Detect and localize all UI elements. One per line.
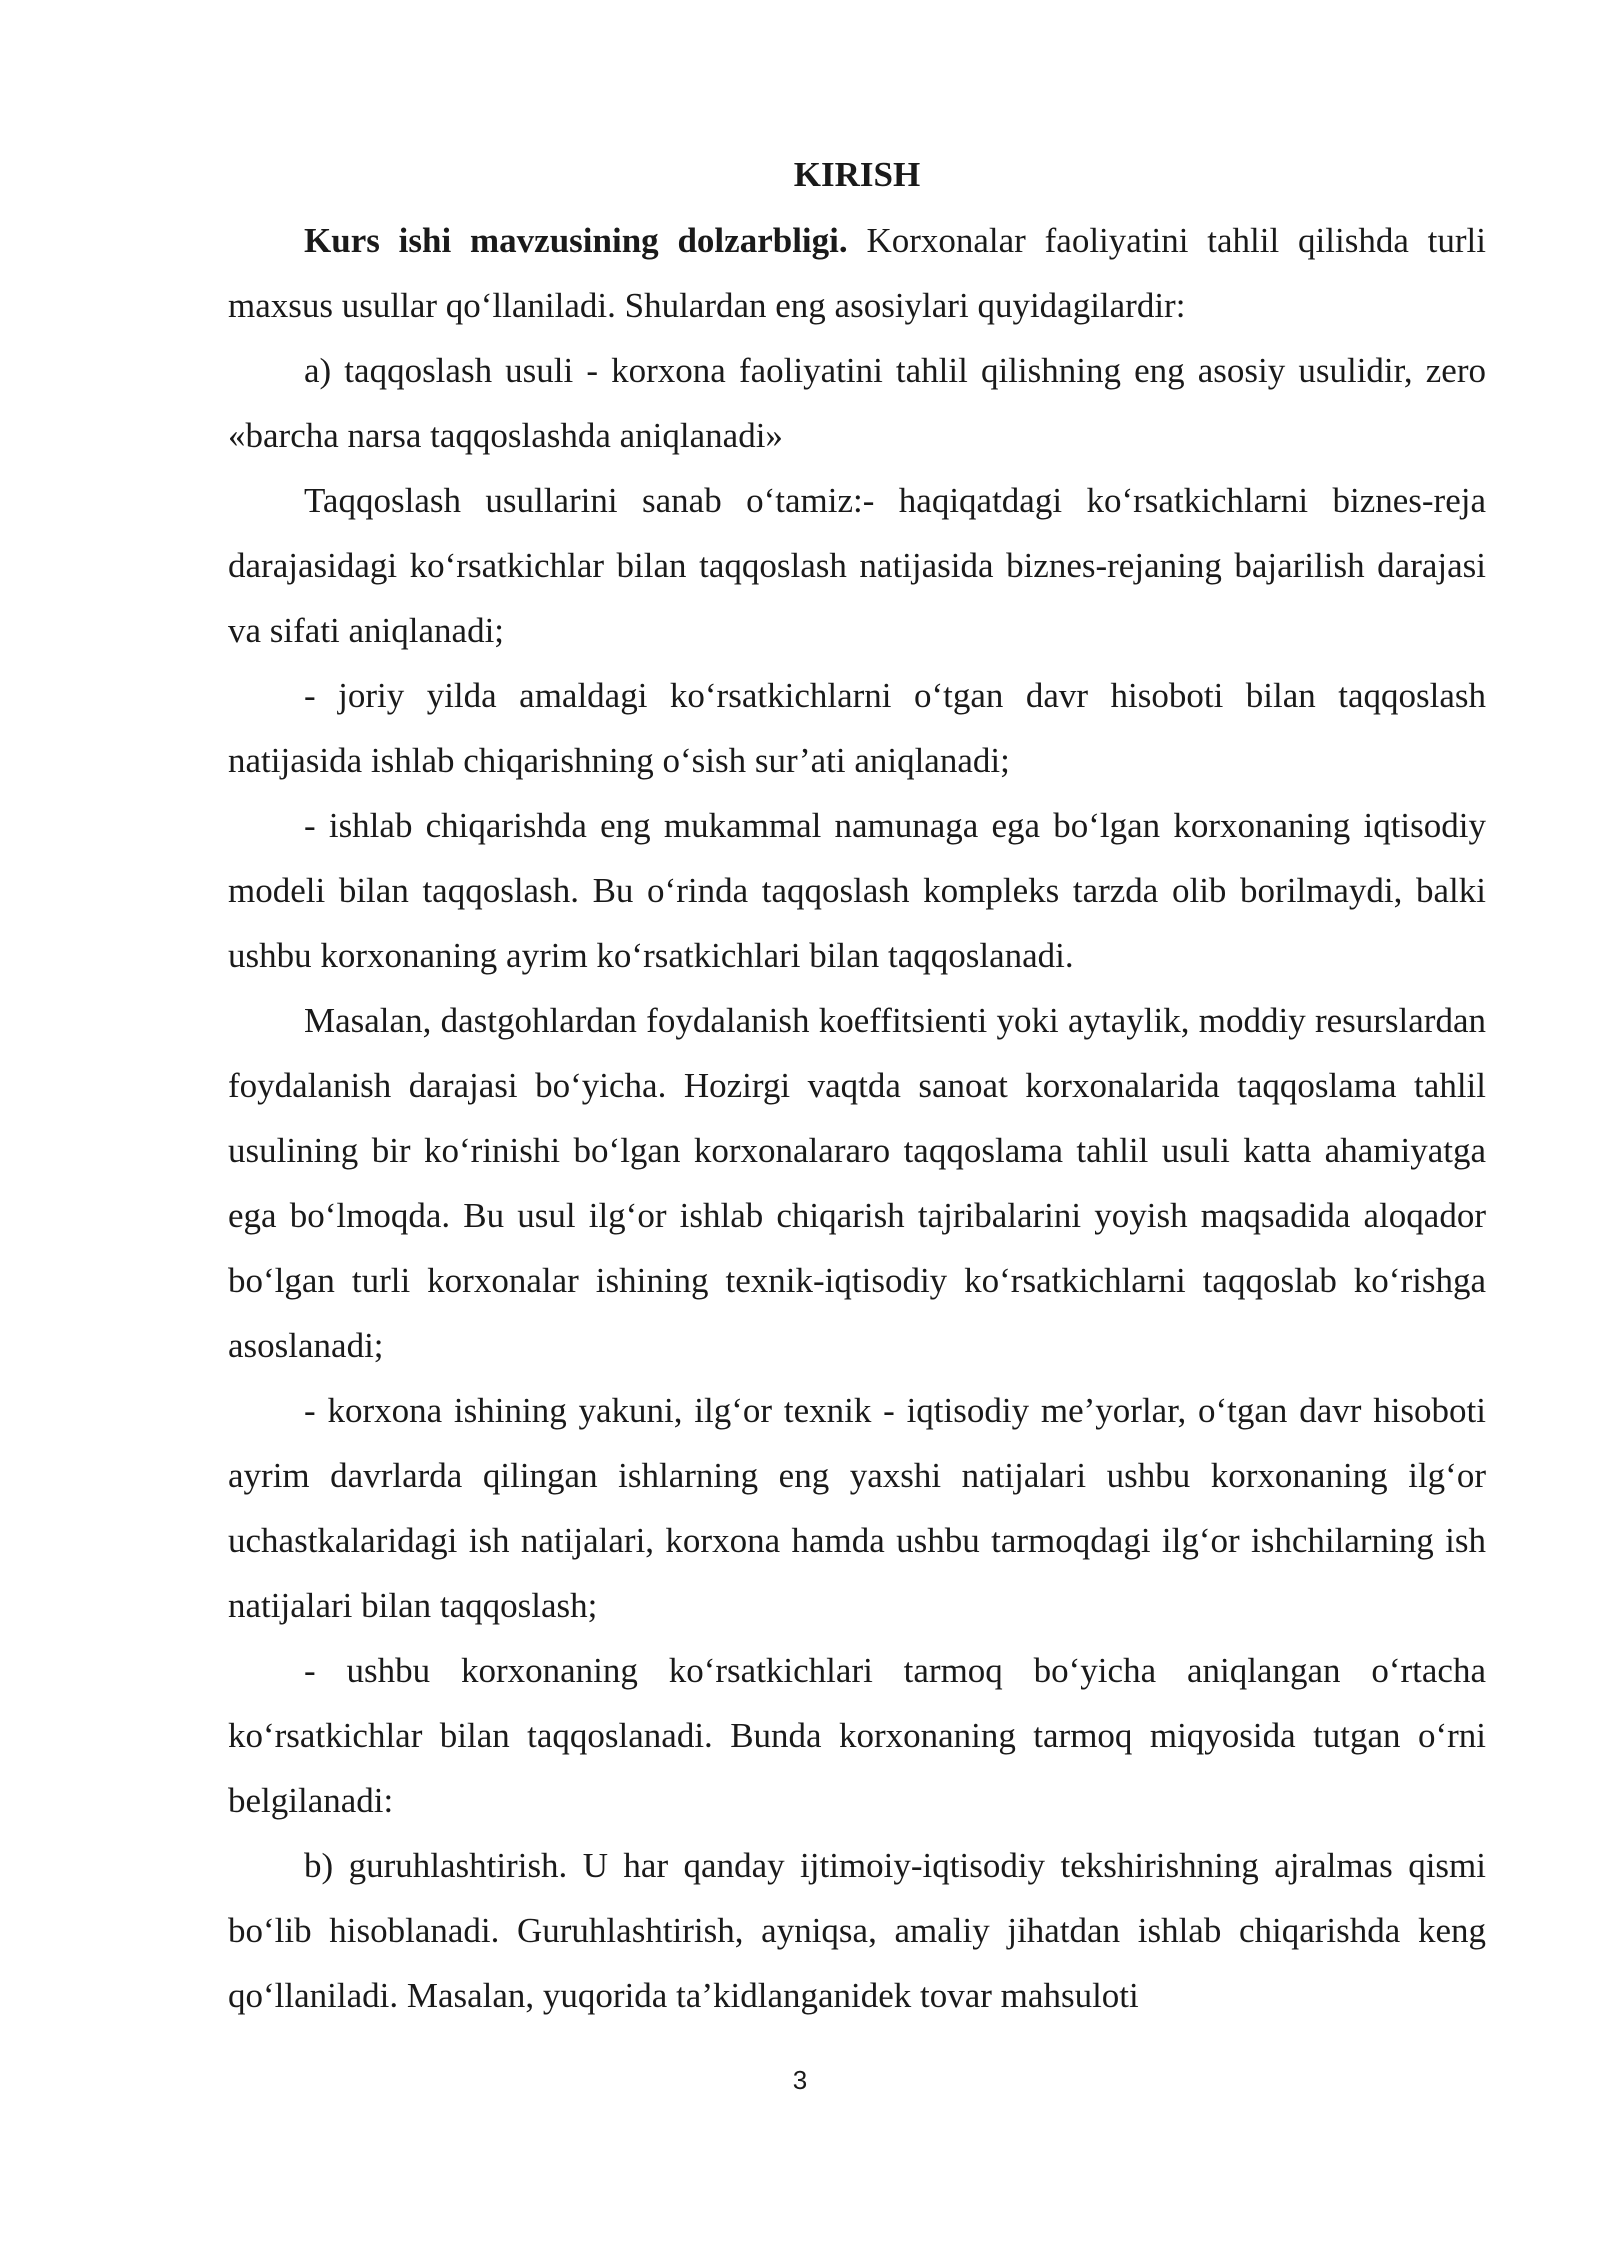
section-heading: KIRISH [793,155,921,194]
paragraph-relevance [228,208,1486,338]
paragraph-industry-average: - ushbu korxonaning ko‘rsatkichlari tarmoq bo‘yicha aniqlangan o‘rtacha ko‘rsatkichlar bilan taqqoslanadi. Bunda korxonaning tarmoq miqyosida tutgan o‘rni belgilanadi: [228,1651,1486,1820]
paragraph-model-enterprise: - ishlab chiqarishda eng mukammal namunaga ega bo‘lgan korxonaning iqtisodiy modeli bilan taqqoslash. Bu o‘rinda taqqoslash kompleks tarzda olib borilmaydi, balki ushbu korxonaning ayrim ko‘rsatkichlari bilan taqqoslanadi. [228,806,1486,975]
body-text [228,208,1486,2028]
paragraph-lead: Kurs ishi mavzusining dolzarbligi. [304,221,848,260]
paragraph-current-year: - joriy yilda amaldagi ko‘rsatkichlarni o‘tgan davr hisoboti bilan taqqoslash natijasida ishlab chiqarishning o‘sish sur’ati aniqlanadi; [228,676,1486,780]
paragraph-example: Masalan, dastgohlardan foydalanish koeffitsienti yoki aytaylik, moddiy resurslardan foydalanish darajasi bo‘yicha. Hozirgi vaqtda sanoat korxonalarida taqqoslama tahlil usulining bir ko‘rinishi bo‘lgan korxonalararo taqqoslama tahlil usuli katta ahamiyatga ega bo‘lmoqda. Bu usul ilg‘or ishlab chiqarish tajribalarini yoyish maqsadida aloqador bo‘lgan turli korxonalar ishining texnik-iqtisodiy ko‘rsatkichlarni taqqoslab ko‘rishga asoslanadi; [228,1001,1486,1365]
paragraph-comparison-list: Taqqoslash usullarini sanab o‘tamiz:- haqiqatdagi ko‘rsatkichlarni biznes-reja darajasidagi ko‘rsatkichlar bilan taqqoslash natijasida biznes-rejaning bajarilish darajasi va sifati aniqlanadi; [228,481,1486,650]
paragraph-comparison-method: a) taqqoslash usuli - korxona faoliyatini tahlil qilishning eng asosiy usulidir, zero «barcha narsa taqqoslashda aniqlanadi» [228,351,1486,455]
page-number: 3 [792,2065,808,2095]
paragraph-grouping: b) guruhlashtirish. U har qanday ijtimoiy-iqtisodiy tekshirishning ajralmas qismi bo‘lib hisoblanadi. Guruhlashtirish, ayniqsa, amaliy jihatdan ishlab chiqarishda keng qo‘llaniladi. Masalan, yuqorida ta’kidlanganidek tovar mahsuloti [228,1846,1486,2015]
paragraph-text: Korxonalar faoliyatini tahlil qilishda turli maxsus usullar qo‘llaniladi. Shulardan eng asosiylari quyidagilardir: [228,221,1486,325]
paragraph-enterprise-results: - korxona ishining yakuni, ilg‘or texnik - iqtisodiy me’yorlar, o‘tgan davr hisoboti ayrim davrlarda qilingan ishlarning eng yaxshi natijalari ushbu korxonaning ilg‘or uchastkalaridagi ish natijalari, korxona hamda ushbu tarmoqdagi ilg‘or ishchilarning ish natijalari bilan taqqoslash; [228,1391,1486,1625]
